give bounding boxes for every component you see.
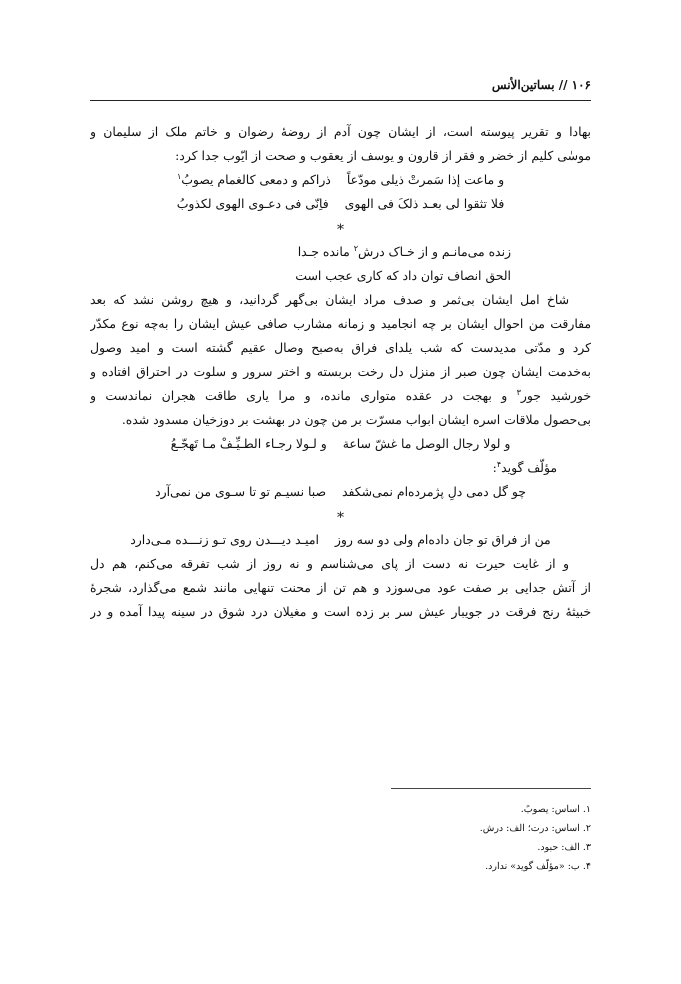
text-run: خورشید جور [520,388,591,403]
text-run: به‌خدمت ایشان چون صبر از منزل دل رخت بربسته و اختر سرور و سلوت در احتراق افتاده و [90,364,591,379]
verse-line [90,432,591,456]
running-head-text: ۱۰۶ // بساتين‌الأنس [491,78,591,92]
text-run: بی‌حصول ملاقات اسره ایشان ابواب مسرّت بر من چون در بهشت بر دوزخیان مسدود شده. [121,412,591,427]
text-line [90,552,591,576]
footnote-rule [391,788,591,789]
footnote-marker: ۴ [496,459,502,469]
text-run: موسٰی کلیم از خضر و فقر از قارون و یوسف از یعقوب و صحت از ایّوب جدا کرد: [175,148,591,163]
text-line [90,408,591,432]
verse-hemistich-second: امیـد دیـــدن روی تـو زنـــده مـی‌دارد [130,532,319,547]
verse-hemistich-first: و ماعت إذا سَمرتْ ذیلی مودّعاً [346,172,505,187]
text-run: زنده می‌مانـم و از خـاک درش [357,244,511,259]
verse-hemistich-first: من از فراق تو جان داده‌ام ولی دو سه روز [334,532,551,547]
verse-hemistich-first: فلا تثقوا لی بعـد ذلکَ فی الهوی [344,196,505,211]
text-run: مؤلّف گوید [501,460,557,475]
footnote-item: ۳. الف: حبود. [537,842,591,853]
text-line [90,144,591,168]
verse-hemistich-first: و لولا رجال الوصل ما غشّ ساعة [342,436,511,451]
verse-line [90,528,591,552]
section-separator: * [337,222,344,238]
text-run: : [492,460,497,475]
text-line [90,264,591,288]
text-line [90,120,591,144]
text-line [90,384,591,408]
text-run: شاخ امل ایشان بی‌ثمر و صدف مراد ایشان بی‌گهر گردانید، و هیچ روشن نشد که بعد [90,292,569,307]
text-run: از آتش جدایی بر صفت عود می‌سوزد و هم تن از محنت تنهایی مانند شمع می‌گذارد، شجرهٔ [90,580,591,595]
main-text [90,120,591,624]
text-run: مفارقت من احوال ایشان بر چه انجامید و زمانه مشارب صافی عیش ایشان را به‌چه نوع مکدّر [90,316,591,331]
text-line [90,312,591,336]
verse-hemistich-second: فاِنّی فی دعـوی الهوی لکذوبُ [176,196,329,211]
text-run: الحق انصاف توان داد که کاری عجب است [295,268,511,283]
verse-line [90,192,591,216]
footnote-marker: ۱ [176,171,182,181]
text-run: و از غایت حیرت نه دست از پای می‌شناسم و نه روز از شب تفرقه می‌کنم، هم دل [90,556,569,571]
text-run: مانده جـدا [297,244,354,259]
text-line [90,576,591,600]
text-run: و بهجت در عقده متواری مانده، و مرا یاری طاقت هجران نماندست و [90,388,517,403]
verse-hemistich-second: ذراکم و دمعی کالغمام یصوبُ$^۱$ [176,171,331,187]
text-run: بهادا و تقریر پیوسته است، از ایشان چون آدم از روضهٔ رضوان و خاتم ملک از سلیمان و [90,124,591,139]
footnote-item: ۲. اساس: درت؛ الف: درش. [479,823,591,834]
text-line [90,456,591,480]
text-line [90,240,591,264]
text-line [90,600,591,624]
verse-line [90,168,591,192]
footnote-item: ۱. اساس: یصوبً. [520,804,591,815]
text-line [90,360,591,384]
footnote-item: ۴. ب: «مؤلّف گوید» ندارد. [485,861,591,872]
footnote-marker: ۲ [353,243,358,253]
running-header [90,78,591,101]
verse-hemistich-second: و لـولا رجـاء الطـیِّـفْ مـا تَهجّـعُ [170,436,327,451]
footnotes [90,800,591,876]
section-separator: * [337,510,344,526]
verse-hemistich-second: صبا نسیـم تو تا سـوی من نمی‌آرد [155,484,327,499]
text-run: کرد و مدّتی مدیدست که شب یلدای فراق به‌صبح وصال عقیم گشته است و امید وصول [90,340,591,355]
verse-hemistich-first: چو گل دمی دلِ پژمرده‌ام نمی‌شکفد [342,484,526,499]
text-line [90,336,591,360]
text-run: خبیثهٔ رنج فرقت در جویبار عیش سر بر زده است و مغیلان درد شوق در سینه پیدا آمده و در [90,604,591,619]
text-line [90,288,591,312]
footnote-marker: ۳ [516,387,521,397]
verse-line [90,480,591,504]
